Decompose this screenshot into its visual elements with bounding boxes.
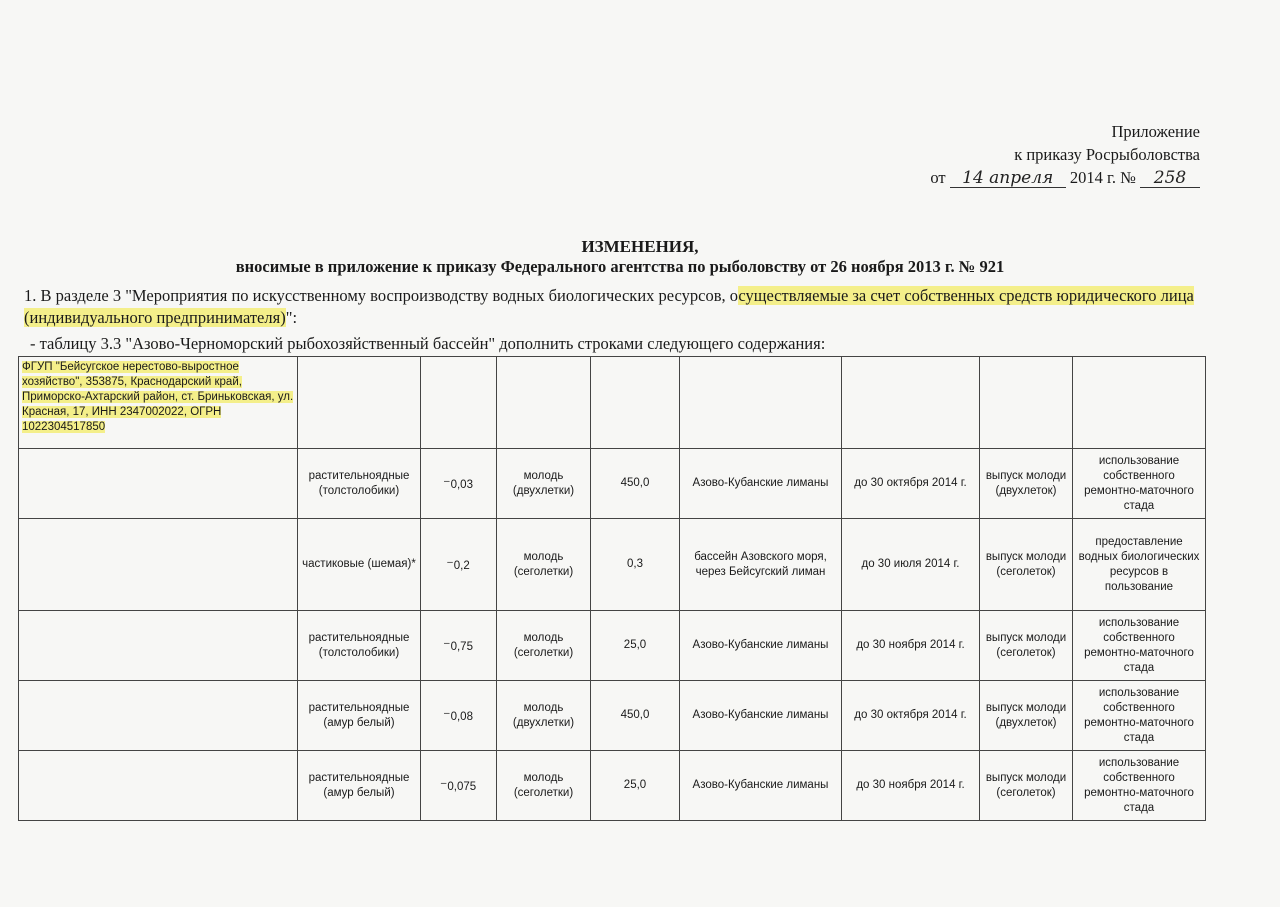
stage-cell: молодь (сеголетки) bbox=[497, 751, 591, 821]
table-row-org bbox=[19, 357, 1206, 449]
mass-cell: ‒0,075 bbox=[421, 751, 497, 821]
deadline-cell: до 30 октября 2014 г. bbox=[842, 449, 980, 519]
quantity-cell: 25,0 bbox=[591, 611, 680, 681]
document-title: ИЗМЕНЕНИЯ, bbox=[581, 237, 699, 256]
form-cell: выпуск молоди (сеголеток) bbox=[980, 751, 1073, 821]
quantity-cell: 450,0 bbox=[591, 449, 680, 519]
source-cell: использование собственного ремонтно-маточного стада bbox=[1073, 611, 1206, 681]
paragraph-2: - таблицу 3.3 "Азово-Черноморский рыбохозяйственный бассейн" дополнить строками следующего содержания: bbox=[30, 334, 826, 353]
source-cell: использование собственного ремонтно-маточного стада bbox=[1073, 449, 1206, 519]
form-cell: выпуск молоди (двухлеток) bbox=[980, 681, 1073, 751]
species-cell: растительноядные (толстолобики) bbox=[298, 611, 421, 681]
source-cell: использование собственного ремонтно-маточного стада bbox=[1073, 681, 1206, 751]
table-row bbox=[19, 751, 1206, 821]
document-subtitle: вносимые в приложение к приказу Федерального агентства по рыболовству от 26 ноября 2013 г. № 921 bbox=[235, 257, 1005, 276]
quantity-cell: 0,3 bbox=[591, 519, 680, 611]
appendix-line-1: Приложение bbox=[1111, 122, 1200, 141]
mass-cell: ‒0,03 bbox=[421, 449, 497, 519]
organization-text: ФГУП "Бейсугское нерестово-выростное хозяйство", 353875, Краснодарский край, Приморско-Ахтарский район, ст. Бриньковская, ул. Красная, 17, ИНН 2347002022, ОГРН 1022304517850 bbox=[22, 361, 294, 433]
place-cell: Азово-Кубанские лиманы bbox=[680, 611, 842, 681]
stage-cell: молодь (двухлетки) bbox=[497, 681, 591, 751]
mass-cell: ‒0,2 bbox=[421, 519, 497, 611]
appendix-from-label: от bbox=[930, 168, 946, 187]
appendix-line-2: к приказу Росрыболовства bbox=[1014, 145, 1200, 164]
stage-cell: молодь (сеголетки) bbox=[497, 519, 591, 611]
paragraph-1-highlight: существляемые за счет собственных средств юридического лица (индивидуального предпринимателя) bbox=[24, 286, 1194, 327]
paragraph-1 bbox=[24, 285, 1224, 329]
species-cell: частиковые (шемая)* bbox=[298, 519, 421, 611]
paragraph-1-part-1: 1. В разделе 3 "Мероприятия по искусственному воспроизводству водных биологических ресурсов, о bbox=[24, 286, 739, 305]
handwritten-number: 258 bbox=[1140, 169, 1200, 188]
stage-cell: молодь (двухлетки) bbox=[497, 449, 591, 519]
handwritten-date: 14 апреля bbox=[950, 169, 1066, 188]
table-row bbox=[19, 611, 1206, 681]
species-cell: растительноядные (амур белый) bbox=[298, 751, 421, 821]
form-cell: выпуск молоди (сеголеток) bbox=[980, 611, 1073, 681]
place-cell: бассейн Азовского моря, через Бейсугский лиман bbox=[680, 519, 842, 611]
paragraph-1-part-3: ": bbox=[285, 308, 298, 327]
table-row bbox=[19, 449, 1206, 519]
mass-cell: ‒0,08 bbox=[421, 681, 497, 751]
quantity-cell: 25,0 bbox=[591, 751, 680, 821]
place-cell: Азово-Кубанские лиманы bbox=[680, 449, 842, 519]
mass-cell: ‒0,75 bbox=[421, 611, 497, 681]
deadline-cell: до 30 октября 2014 г. bbox=[842, 681, 980, 751]
quantity-cell: 450,0 bbox=[591, 681, 680, 751]
stage-cell: молодь (сеголетки) bbox=[497, 611, 591, 681]
table-row bbox=[19, 681, 1206, 751]
species-cell: растительноядные (амур белый) bbox=[298, 681, 421, 751]
place-cell: Азово-Кубанские лиманы bbox=[680, 681, 842, 751]
appendix-block bbox=[930, 120, 1200, 189]
place-cell: Азово-Кубанские лиманы bbox=[680, 751, 842, 821]
deadline-cell: до 30 ноября 2014 г. bbox=[842, 611, 980, 681]
deadline-cell: до 30 июля 2014 г. bbox=[842, 519, 980, 611]
appendix-line-3 bbox=[930, 166, 1200, 189]
appendix-year-label: 2014 г. № bbox=[1069, 168, 1136, 187]
deadline-cell: до 30 ноября 2014 г. bbox=[842, 751, 980, 821]
species-cell: растительноядные (толстолобики) bbox=[298, 449, 421, 519]
organization-cell bbox=[19, 357, 298, 449]
table-row bbox=[19, 519, 1206, 611]
form-cell: выпуск молоди (двухлеток) bbox=[980, 449, 1073, 519]
form-cell: выпуск молоди (сеголеток) bbox=[980, 519, 1073, 611]
source-cell: предоставление водных биологических ресурсов в пользование bbox=[1073, 519, 1206, 611]
source-cell: использование собственного ремонтно-маточного стада bbox=[1073, 751, 1206, 821]
changes-table bbox=[18, 356, 1206, 821]
